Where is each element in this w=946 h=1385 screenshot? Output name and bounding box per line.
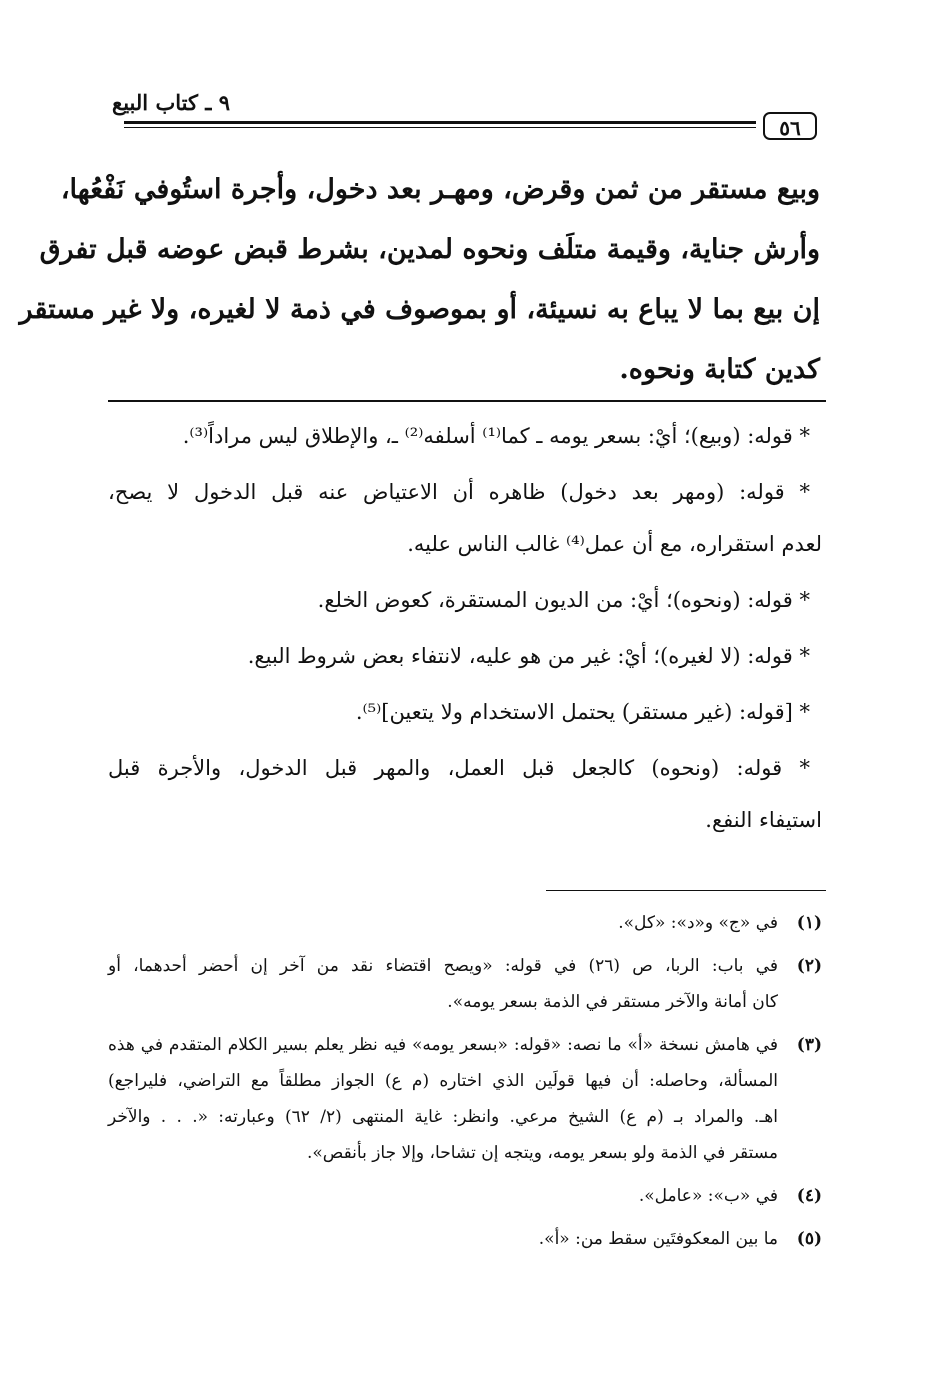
- footnote-line: كان أمانة والآخر مستقر في الذمة بسعر يومه».: [447, 992, 778, 1012]
- header-rule: [124, 121, 756, 128]
- commentary-line: استيفاء النفع.: [705, 808, 822, 832]
- footnote-line: مستقر في الذمة ولو بسعر يومه، ويتجه إن تشاحا، وإلا جاز بأنقص».: [306, 1143, 778, 1163]
- commentary-line: * قوله: (لا لغيره)؛ أيْ: غير من هو عليه، لانتفاء بعض شروط البيع.: [247, 644, 810, 668]
- footnote: [108, 1221, 822, 1257]
- main-text-line: إن بيع بما لا يباع به نسيئة، أو بموصوف في ذمة لا لغيره، ولا غير مستقر: [19, 294, 820, 325]
- page-number-box: [763, 112, 817, 140]
- footnote: [108, 905, 822, 941]
- footnote-number: (٥): [796, 1229, 822, 1249]
- main-text-line: وأرش جناية، وقيمة متلَف ونحوه لمدين، بشرط قبض عوضه قبل تفرق: [39, 234, 820, 265]
- footnote-divider: [546, 890, 826, 891]
- commentary-line: * [قوله: (غير مستقر) يحتمل الاستخدام ولا يتعين]⁽⁵⁾.: [355, 700, 810, 724]
- page-number: ٥٦: [779, 116, 801, 140]
- footnote: [108, 948, 822, 1020]
- section-divider: [108, 400, 826, 402]
- footnote-line: المسألة، وحاصله: أن فيها قولَين الذي اختاره (م ع) الجواز مطلقاً مع التراضي، فليراجع): [108, 1071, 778, 1091]
- footnote-line: في هامش نسخة «أ» ما نصه: «قوله: «بسعر يومه» فيه نظر يعلم بسير الكلام المتقدم في هذه: [108, 1035, 778, 1055]
- footnote-line: ما بين المعكوفتَين سقط من: «أ».: [538, 1229, 778, 1249]
- main-text-line: وبيع مستقر من ثمن وقرض، ومهـر بعد دخول، وأجرة استُوفي نَفْعُها،: [60, 174, 820, 205]
- chapter-title: ٩ ـ كتاب البيع: [112, 90, 230, 115]
- footnotes: [108, 905, 822, 1264]
- commentary: [108, 410, 822, 846]
- commentary-line: * قوله: (وبيع)؛ أيْ: بسعر يومه ـ كما⁽¹⁾ أسلفه⁽²⁾ ـ، والإطلاق ليس مراداً⁽³⁾.: [182, 424, 810, 448]
- main-text-line: كدين كتابة ونحوه.: [619, 354, 820, 385]
- commentary-line: * قوله: (ونحوه) كالجعل قبل العمل، والمهر قبل الدخول، والأجرة قبل: [108, 756, 810, 780]
- footnote-number: (٢): [796, 956, 822, 976]
- footnote-line: في «ج» و«د»: «كل».: [618, 913, 778, 933]
- footnote: [108, 1027, 822, 1171]
- commentary-line: * قوله: (ومهر بعد دخول) ظاهره أن الاعتياض عنه قبل الدخول لا يصح،: [108, 480, 810, 504]
- commentary-line: لعدم استقراره، مع أن عمل⁽⁴⁾ غالب الناس عليه.: [407, 532, 822, 556]
- footnote: [108, 1178, 822, 1214]
- footnote-line: في باب: الربا، ص (٢٦) في قوله: «ويصح اقتضاء نقد من آخر إن أحضر أحدهما، أو: [108, 956, 779, 976]
- footnote-number: (١): [796, 913, 822, 933]
- footnote-number: (٤): [796, 1186, 822, 1206]
- footnote-line: في «ب»: «عامل».: [638, 1186, 778, 1206]
- footnote-line: اهـ. والمراد بـ (م ع) الشيخ مرعي. وانظر: غاية المنتهى (٢/ ٦٢) وعبارته: «. . . والآخر: [108, 1107, 778, 1127]
- main-text: [19, 160, 820, 400]
- footnote-number: (٣): [796, 1035, 822, 1055]
- commentary-line: * قوله: (ونحوه)؛ أيْ: من الديون المستقرة، كعوض الخلع.: [317, 588, 810, 612]
